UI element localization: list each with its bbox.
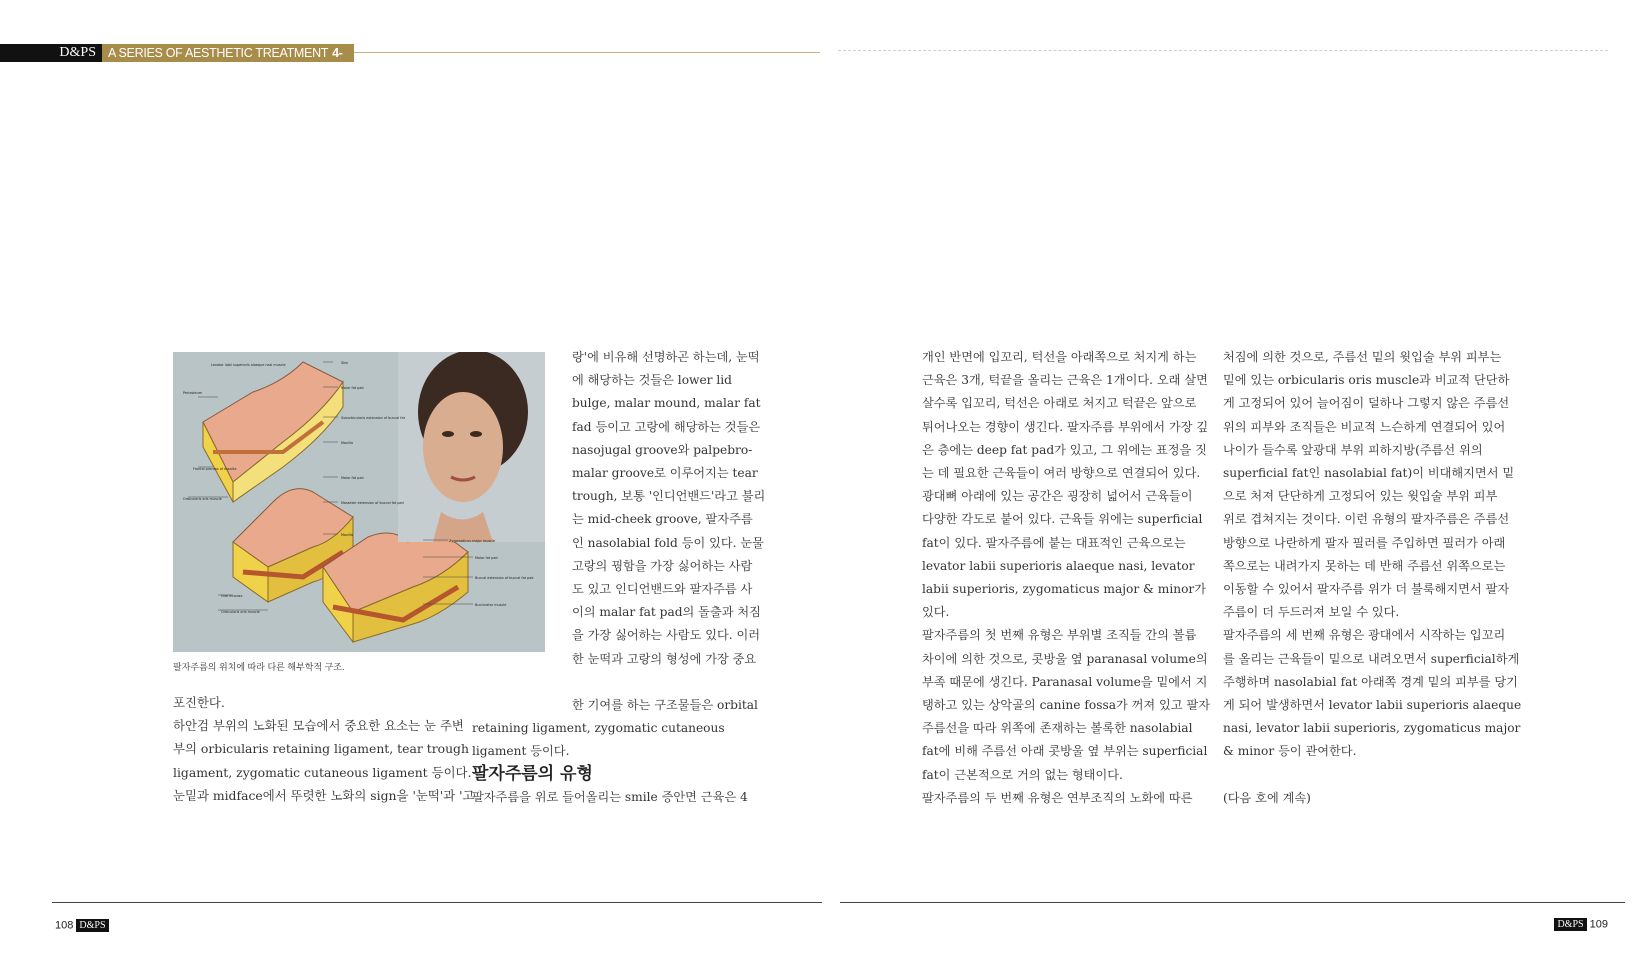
text-line: 팔자주름을 위로 들어올리는 smile 증안면 근육은 4 — [472, 790, 748, 804]
text-line: 있다. — [922, 605, 950, 620]
text-line: nasojugal groove와 palpebro- — [572, 442, 753, 457]
text-line: 차이에 의한 것으로, 콧방울 옆 paranasal volume의 — [922, 651, 1208, 666]
text-line: 이의 malar fat pad의 돌출과 처짐 — [572, 605, 761, 620]
left-column-2 — [572, 346, 765, 671]
text-line: 으로 처져 단단하게 고정되어 있는 윗입술 부위 피부 — [1223, 489, 1498, 504]
text-line: 탱하고 있는 상악골의 canine fossa가 꺼져 있고 팔자 — [922, 698, 1211, 713]
label-10: Masseter extension of buccal fat pad — [341, 501, 404, 505]
text-line: 주행하며 nasolabial fat 아래쪽 경계 밑의 피부를 당기 — [1223, 674, 1518, 689]
text-line: 근육은 3개, 턱끝을 올리는 근육은 1개이다. 오래 살면 — [922, 373, 1208, 388]
text-line: 쪽으로는 내려가지 못하는 데 반해 주름선 위쪽으로는 — [1223, 558, 1506, 573]
label-11: Maxilla — [341, 533, 353, 537]
text-line: 주름이 더 두드러져 보일 수 있다. — [1223, 605, 1400, 620]
spacer — [1223, 764, 1521, 787]
text-line: 부의 orbicularis retaining ligament, tear trough — [173, 741, 469, 757]
page-number-left — [55, 919, 109, 932]
continued-note: (다음 호에 계속) — [1223, 790, 1311, 805]
text-line: 한 눈떡과 고랑의 형성에 가장 중요 — [572, 651, 757, 666]
page-number: 108 — [55, 919, 74, 932]
header-rule-right — [838, 50, 1608, 51]
text-line: 광대뼈 아래에 있는 공간은 굉장히 넓어서 근육들이 — [922, 489, 1193, 504]
label-4: Periosteum — [183, 391, 203, 395]
page-number-right — [1554, 918, 1608, 931]
text-line: 게 고정되어 있어 늘어짐이 덜하나 그렇지 않은 주름선 — [1223, 396, 1510, 411]
series-banner — [102, 44, 354, 78]
text-line: 나이가 들수록 앞광대 부위 피하지방(주름선 위의 — [1223, 442, 1483, 457]
text-line: 튀어나오는 경향이 생긴다. 팔자주름 부위에서 가장 깊 — [922, 419, 1209, 434]
series-title: A SERIES OF AESTHETIC TREATMENT — [108, 46, 329, 60]
left-column-2-cont — [472, 694, 758, 764]
text-line: ligament, zygomatic cutaneous ligament 등이다. — [173, 764, 472, 780]
label-5: Suborbicularis extension of buccal fat — [341, 416, 405, 420]
text-line: ligament 등이다. — [472, 744, 570, 759]
text-line: fad 등이고 고랑에 해당하는 것들은 — [572, 419, 761, 434]
footer-logo: D&PS — [76, 919, 108, 932]
text-line: 팔자주름의 세 번째 유형은 광대에서 시작하는 입꼬리 — [1223, 628, 1506, 643]
text-line: 을 가장 싫어하는 사람도 있다. 이러 — [572, 628, 761, 643]
anatomy-figure — [173, 352, 545, 652]
label-7: Frontal process of maxilla — [193, 467, 237, 471]
text-line: fat이 근본적으로 거의 없는 형태이다. — [922, 767, 1123, 782]
footer-rule-right — [840, 902, 1625, 903]
label-14: Buccal extension of buccal fat pad — [475, 576, 534, 580]
text-line: & minor 등이 관여한다. — [1223, 744, 1357, 759]
text-line: 고랑의 꿩함을 가장 싫어하는 사람 — [572, 558, 753, 573]
label-12: Zygomaticus major muscle — [449, 539, 496, 543]
text-line: 팔자주름의 첫 번째 유형은 부위별 조직들 간의 볼륨 — [922, 628, 1197, 643]
text-line: 는 데 필요한 근육들이 여러 방향으로 연결되어 있다. — [922, 466, 1201, 481]
text-line: 방향으로 나란하게 팔자 필러를 주입하면 필러가 아래 — [1223, 535, 1506, 550]
text-line: 눈밑과 midface에서 뚜렷한 노화의 sign을 '눈떡'과 '고 — [173, 787, 475, 803]
left-column-1 — [173, 691, 474, 807]
section-heading: 팔자주름의 유형 — [472, 764, 593, 784]
text-line: levator labii superioris alaeque nasi, levator — [922, 558, 1195, 573]
text-line: 는 mid-cheek groove, 팔자주름 — [572, 512, 753, 527]
header-rule — [354, 52, 820, 53]
label-8: Malar fat pad — [341, 476, 364, 480]
label-1: Levator labii superioris alaeque nasi muscle — [211, 363, 286, 367]
anatomy-illustration — [173, 352, 545, 652]
text-line: 게 되어 발생하면서 levator labii superioris alaeque — [1223, 698, 1522, 713]
label-6: Maxilla — [341, 441, 353, 445]
text-line: 포진한다. — [173, 695, 225, 710]
text-line: 도 있고 인디언밴드와 팔자주름 사 — [572, 582, 753, 597]
text-line: nasi, levator labii superioris, zygomaticus major — [1223, 721, 1521, 736]
text-line: 에 해당하는 것들은 lower lid — [572, 373, 732, 388]
label-9: Orbicularis oris muscle — [183, 497, 222, 501]
text-line: 처짐에 의한 것으로, 주름선 밑의 윗입술 부위 피부는 — [1223, 350, 1502, 364]
label-2: Skin — [341, 361, 349, 365]
text-line: 개인 반면에 입꼬리, 턱선을 아래쪽으로 처지게 하는 — [922, 350, 1197, 364]
figure-caption: 팔자주름의 위치에 따라 다른 해부학적 구조. — [173, 662, 345, 672]
text-line: malar groove로 이루어지는 tear — [572, 466, 758, 481]
text-line: trough, 보통 '인디언밴드'라고 불리 — [572, 489, 766, 504]
right-column-2 — [1223, 346, 1521, 810]
text-line: 이동할 수 있어서 팔자주름 위가 더 불룩해지면서 팔자 — [1223, 582, 1510, 597]
series-number: 4-97 — [108, 46, 343, 78]
journal-brand: D&PS — [0, 44, 102, 62]
right-column-1 — [922, 346, 1210, 810]
text-line: 랑'에 비유해 선명하곤 하는데, 눈떡 — [572, 350, 760, 364]
page-number: 109 — [1589, 918, 1608, 931]
text-line: 한 기여를 하는 구조물들은 orbital — [572, 698, 758, 712]
text-line: 부족 때문에 생긴다. Paranasal volume을 밑에서 지 — [922, 674, 1208, 689]
text-line: 주름선을 따라 위쪽에 존재하는 볼록한 nasolabial — [922, 721, 1193, 736]
footer-rule-left — [52, 902, 822, 903]
text-line: 다양한 각도로 붙어 있다. 근육들 위에는 superficial — [922, 512, 1203, 527]
text-line: superficial fat인 nasolabial fat)이 비대해지면서 밑 — [1223, 466, 1515, 481]
label-17: Buccinator muscle — [475, 603, 507, 607]
text-line: 인 nasolabial fold 등이 있다. 눈물 — [572, 535, 764, 550]
text-line: bulge, malar mound, malar fat — [572, 396, 761, 411]
text-line: 위의 피부와 조직들은 비교적 느슨하게 연결되어 있어 — [1223, 419, 1506, 434]
label-13: Malar fat pad — [475, 556, 498, 560]
text-line: 를 올리는 근육들이 밑으로 내려오면서 superficial하게 — [1223, 651, 1520, 666]
footer-logo: D&PS — [1554, 918, 1586, 931]
text-line: 팔자주름의 두 번째 유형은 연부조직의 노화에 따른 — [922, 790, 1193, 805]
label-3: Malar fat pad — [341, 386, 364, 390]
text-line: 위로 겹쳐지는 것이다. 이런 유형의 팔자주름은 주름선 — [1223, 512, 1510, 527]
text-line: 밑에 있는 orbicularis oris muscle과 비교적 단단하 — [1223, 373, 1510, 388]
text-line: 하안검 부위의 노화된 모습에서 중요한 요소는 눈 주변 — [173, 718, 464, 734]
text-line: retaining ligament, zygomatic cutaneous — [472, 721, 725, 736]
label-15: Oral mucosa — [221, 594, 243, 598]
text-line: fat에 비해 주름선 아래 콧방울 옆 부위는 superficial — [922, 744, 1208, 759]
label-16: Orbicularis oris muscle — [221, 610, 260, 614]
left-column-2-after — [472, 786, 748, 809]
text-line: labii superioris, zygomaticus major & minor가 — [922, 582, 1207, 597]
text-line: 은 층에는 deep fat pad가 있고, 그 위에는 표정을 짓 — [922, 442, 1207, 457]
text-line: 살수록 입꼬리, 턱선은 아래로 처지고 턱끝은 앞으로 — [922, 396, 1197, 411]
text-line: fat이 있다. 팔자주름에 붙는 대표적인 근육으로는 — [922, 535, 1186, 550]
